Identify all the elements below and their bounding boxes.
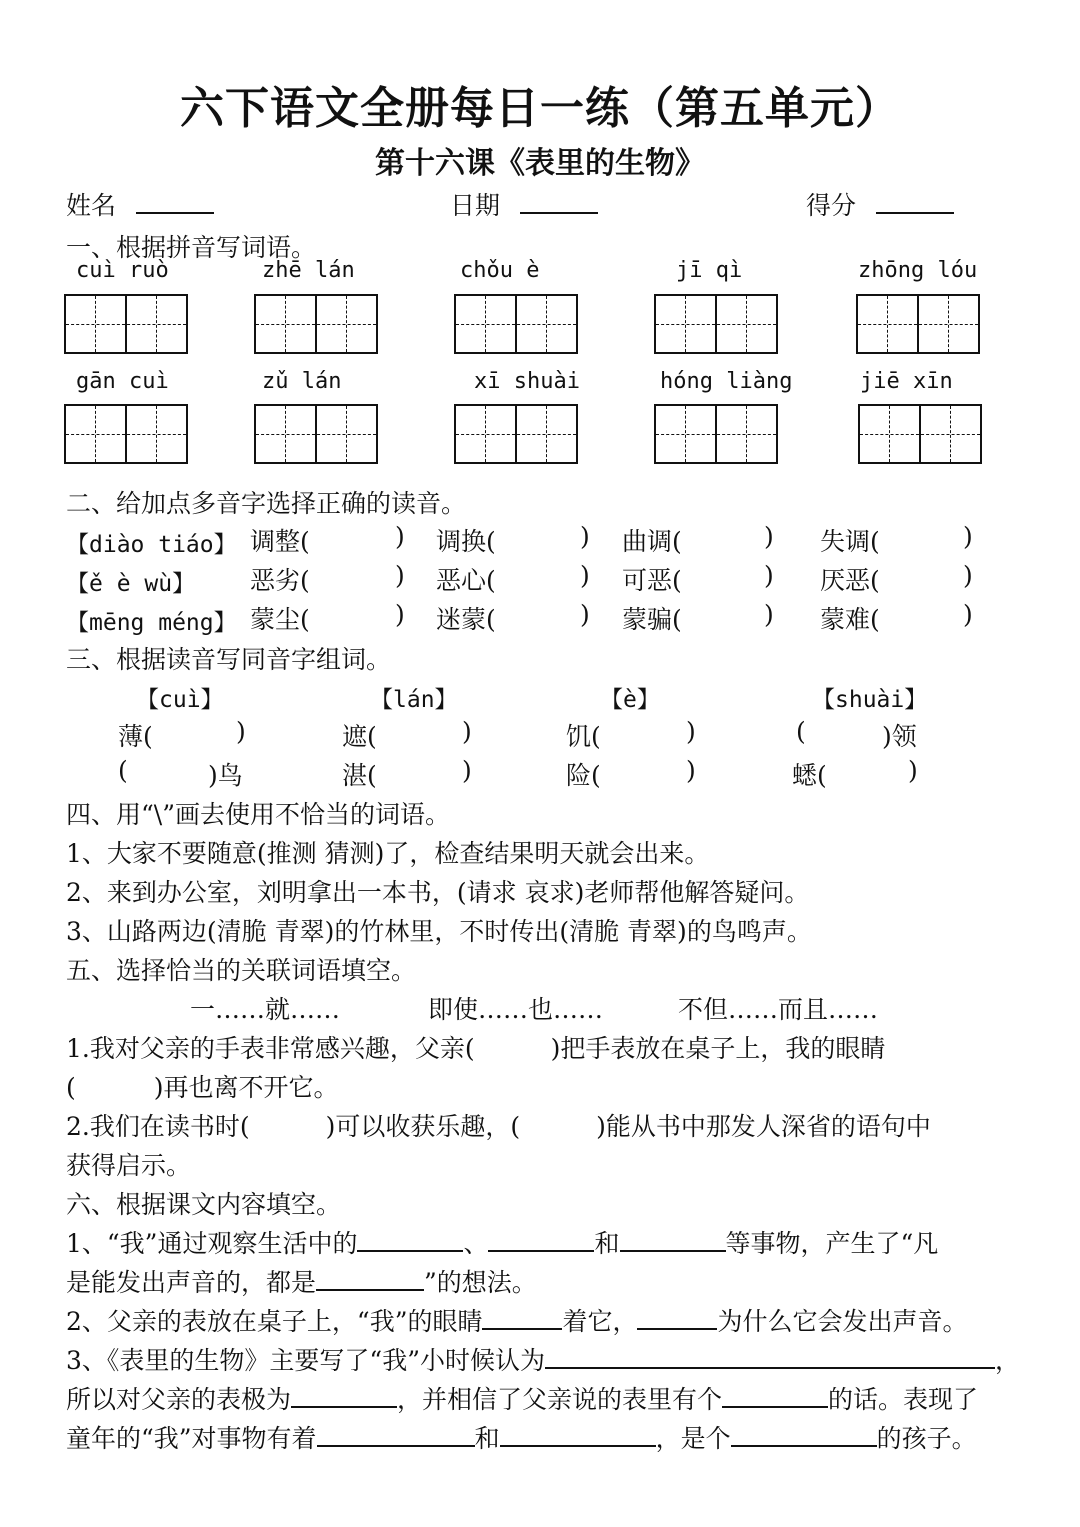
score-label: 得分 [806, 191, 857, 220]
answer-paren[interactable]: ) [908, 756, 918, 785]
homophone-prompt: 险( [566, 761, 601, 790]
score-blank[interactable] [876, 188, 954, 214]
polyphone-word: 曲调( [622, 527, 682, 556]
answer-paren[interactable]: ) [395, 522, 405, 551]
polyphone-word: 厌恶( [820, 566, 880, 595]
polyphone-word: 恶心( [436, 566, 496, 595]
section1-heading: 一、根据拼音写词语。 [66, 233, 317, 262]
answer-paren[interactable]: ) [462, 756, 472, 785]
question-text: ， [994, 1346, 1020, 1375]
question-text: 等事物，产生了“凡 [725, 1229, 939, 1258]
writing-grid[interactable] [654, 294, 778, 354]
section5-heading: 五、选择恰当的关联词语填空。 [66, 956, 417, 985]
question-text: 和 [474, 1424, 500, 1453]
section6-heading: 六、根据课文内容填空。 [66, 1190, 342, 1219]
name-blank[interactable] [136, 188, 214, 214]
question-text: )再也离不开它。 [153, 1073, 339, 1102]
question-line [66, 1107, 931, 1143]
question-line: 1、大家不要随意(推测 猜测)了，检查结果明天就会出来。 [66, 839, 710, 868]
question-line [66, 1380, 978, 1416]
question-line: 3、山路两边(清脆 青翠)的竹林里，不时传出(清脆 青翠)的鸟鸣声。 [66, 917, 812, 946]
section2-heading: 二、给加点多音字选择正确的读音。 [66, 489, 467, 518]
worksheet-title: 六下语文全册每日一练（第五单元） [180, 83, 900, 134]
fill-blank[interactable] [620, 1226, 726, 1252]
writing-grid[interactable] [64, 294, 188, 354]
writing-grid[interactable] [858, 404, 982, 464]
answer-paren[interactable]: ) [764, 600, 774, 629]
question-text: 、 [463, 1229, 489, 1258]
writing-grid[interactable] [856, 294, 980, 354]
pinyin-label: jiē xīn [860, 369, 953, 394]
question-line [66, 1419, 977, 1455]
question-text: 的话。表现了 [828, 1385, 979, 1414]
polyphone-word: 调换( [436, 527, 496, 556]
question-text: ，是个 [655, 1424, 731, 1453]
pinyin-label: zhōng lóu [858, 258, 978, 283]
writing-grid[interactable] [454, 294, 578, 354]
pinyin-label: zǔ lán [262, 369, 342, 394]
pinyin-label: hóng liàng [660, 369, 793, 394]
question-line: 2、来到办公室，刘明拿出一本书，(请求 哀求)老师帮他解答疑问。 [66, 878, 810, 907]
name-label: 姓名 [66, 191, 117, 220]
question-text: 为什么它会发出声音。 [717, 1307, 968, 1336]
answer-paren[interactable]: ) [236, 717, 246, 746]
question-text: )能从书中那发人深省的语句中 [596, 1112, 931, 1141]
reading-key: 【lán】 [370, 687, 458, 713]
question-text: )可以收获乐趣，( [325, 1112, 521, 1141]
polyphone-word: 蒙尘( [250, 605, 310, 634]
question-text: 1.我对父亲的手表非常感兴趣，父亲( [66, 1034, 475, 1063]
reading-key: 【cuì】 [136, 687, 224, 713]
conjunction-option: 即使……也…… [428, 995, 604, 1024]
answer-paren[interactable]: ) [764, 522, 774, 551]
question-text: ，并相信了父亲说的表里有个 [397, 1385, 723, 1414]
question-line: 获得启示。 [66, 1151, 192, 1180]
question-text: )把手表放在桌子上，我的眼睛 [550, 1034, 886, 1063]
writing-grid[interactable] [254, 294, 378, 354]
polyphone-key: 【ě è wù】 [66, 571, 196, 597]
fill-blank[interactable] [291, 1382, 397, 1408]
answer-paren[interactable]: ) [395, 600, 405, 629]
section3-heading: 三、根据读音写同音字组词。 [66, 645, 392, 674]
fill-blank[interactable] [317, 1421, 475, 1447]
fill-blank[interactable] [500, 1421, 656, 1447]
fill-blank[interactable] [482, 1304, 562, 1330]
question-text: 着它， [562, 1307, 638, 1336]
question-line [66, 1029, 885, 1065]
polyphone-word: 蒙骗( [622, 605, 682, 634]
answer-paren[interactable]: ) [963, 561, 973, 590]
question-line [66, 1302, 968, 1338]
question-text: 3、《表里的生物》主要写了“我”小时候认为 [66, 1346, 545, 1375]
question-line [66, 1224, 938, 1260]
question-text: 1、“我”通过观察生活中的 [66, 1229, 358, 1258]
fill-blank[interactable] [722, 1382, 828, 1408]
question-line [66, 1341, 1020, 1377]
question-line [66, 1263, 537, 1299]
fill-blank[interactable] [488, 1226, 594, 1252]
question-text: 的孩子。 [876, 1424, 977, 1453]
answer-paren[interactable]: ( [796, 717, 806, 746]
answer-paren[interactable]: ) [686, 717, 696, 746]
conjunction-option: 不但……而且…… [678, 995, 879, 1024]
fill-blank[interactable] [637, 1304, 717, 1330]
homophone-prompt: )鸟 [208, 761, 243, 790]
name-field[interactable] [66, 186, 214, 222]
answer-paren[interactable]: ) [764, 561, 774, 590]
writing-grid[interactable] [454, 404, 578, 464]
pinyin-label: chǒu è [460, 258, 540, 283]
answer-paren[interactable]: ) [963, 600, 973, 629]
homophone-prompt: 湛( [342, 761, 377, 790]
polyphone-word: 恶劣( [250, 566, 310, 595]
question-line [66, 1068, 339, 1104]
question-text: 所以对父亲的表极为 [66, 1385, 292, 1414]
fill-blank[interactable] [731, 1421, 877, 1447]
polyphone-word: 失调( [820, 527, 880, 556]
fill-blank[interactable] [357, 1226, 463, 1252]
answer-paren[interactable]: ) [686, 756, 696, 785]
homophone-prompt: 薄( [118, 722, 153, 751]
homophone-prompt: 遮( [342, 722, 377, 751]
writing-grid[interactable] [254, 404, 378, 464]
date-label: 日期 [450, 191, 501, 220]
reading-key: 【è】 [600, 687, 660, 713]
polyphone-key: 【diào tiáo】 [66, 532, 237, 558]
fill-blank[interactable] [545, 1343, 995, 1369]
reading-key: 【shuài】 [812, 687, 928, 713]
homophone-prompt: 蟋( [792, 761, 827, 790]
answer-paren[interactable]: ) [580, 600, 590, 629]
polyphone-key: 【mēng méng】 [66, 610, 237, 636]
question-text: 是能发出声音的，都是 [66, 1268, 317, 1297]
polyphone-word: 可恶( [622, 566, 682, 595]
answer-paren[interactable]: ) [395, 561, 405, 590]
question-text: 和 [594, 1229, 620, 1258]
question-text: ( [66, 1073, 76, 1102]
pinyin-label: gān cuì [76, 369, 169, 394]
answer-paren[interactable]: ( [118, 756, 128, 785]
homophone-prompt: 饥( [566, 722, 601, 751]
question-text: 童年的“我”对事物有着 [66, 1424, 317, 1453]
lesson-subtitle: 第十六课《表里的生物》 [375, 146, 705, 181]
pinyin-label: jī qì [676, 258, 743, 283]
pinyin-label: zhē lán [262, 258, 355, 283]
conjunction-option: 一……就…… [190, 995, 341, 1024]
answer-paren[interactable]: ) [462, 717, 472, 746]
answer-paren[interactable]: ) [580, 561, 590, 590]
score-field[interactable] [806, 186, 954, 222]
homophone-prompt: )领 [882, 722, 917, 751]
polyphone-word: 迷蒙( [436, 605, 496, 634]
pinyin-label: xī shuài [474, 369, 580, 394]
date-blank[interactable] [520, 188, 598, 214]
answer-paren[interactable]: ) [580, 522, 590, 551]
writing-grid[interactable] [64, 404, 188, 464]
polyphone-word: 调整( [250, 527, 310, 556]
section4-heading: 四、用“\”画去使用不恰当的词语。 [66, 800, 450, 829]
question-text: 2、父亲的表放在桌子上，“我”的眼睛 [66, 1307, 483, 1336]
writing-grid[interactable] [654, 404, 778, 464]
pinyin-label: cuì ruò [76, 258, 169, 283]
question-text: 2.我们在读书时( [66, 1112, 250, 1141]
question-text: ”的想法。 [424, 1268, 537, 1297]
answer-paren[interactable]: ) [963, 522, 973, 551]
polyphone-word: 蒙难( [820, 605, 880, 634]
fill-blank[interactable] [316, 1265, 424, 1291]
date-field[interactable] [450, 186, 598, 222]
